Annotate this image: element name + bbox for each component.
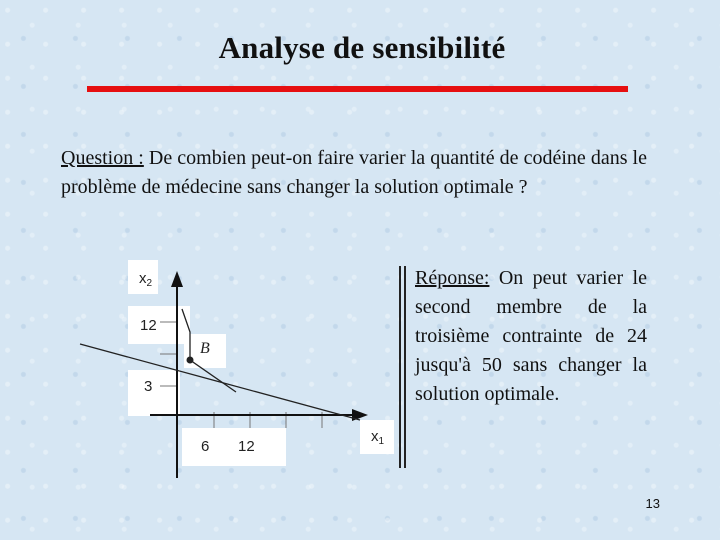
x-axis-arrow (352, 409, 368, 421)
page-number: 13 (645, 496, 660, 511)
x-tick-label-first: 6 (201, 438, 210, 455)
answer-label: Réponse: (415, 267, 490, 289)
y-tick-label-upper: 12 (140, 317, 157, 334)
x-tick-box (182, 428, 286, 466)
answer-double-bar (399, 266, 406, 468)
y-tick-box-lower (128, 370, 180, 416)
question-text: De combien peut-on faire varier la quantité de codéine dans le problème de médecine sans changer la solution optimale ? (61, 147, 647, 198)
y-tick-box-upper (128, 306, 190, 344)
answer-paragraph (415, 264, 647, 409)
y-tick-label-lower: 3 (144, 378, 153, 395)
y-axis-arrow (171, 271, 183, 287)
point-b-marker (187, 357, 194, 364)
answer-text: On peut varier le second membre de la troisième contrainte de 24 jusqu'à 50 sans changer la solution optimale. (415, 267, 647, 405)
point-b-label: B (200, 340, 210, 357)
x-axis-label: $x_1$ (371, 428, 385, 447)
slide-title: Analyse de sensibilité (218, 30, 506, 65)
question-label: Question : (61, 147, 144, 169)
x-tick-label-second: 12 (238, 438, 255, 455)
y-axis-label: $x_2$ (139, 270, 153, 289)
